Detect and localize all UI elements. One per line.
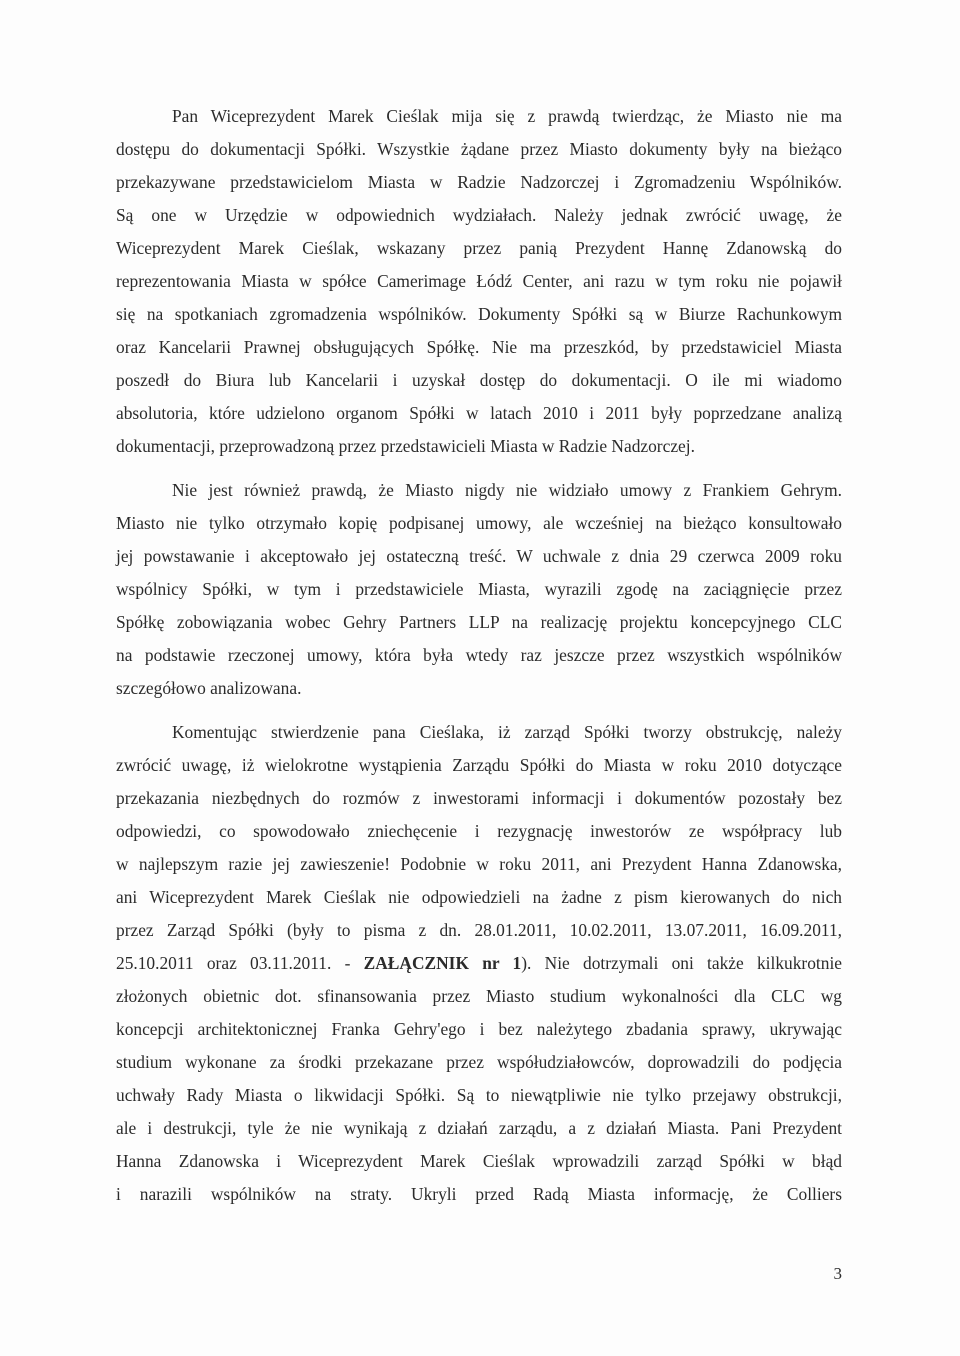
text-line: dokumentacji, przeprowadzoną przez przedstawicieli Miasta w Radzie Nadzorczej.	[116, 436, 695, 456]
text-line: Są one w Urzędzie w odpowiednich wydziałach. Należy jednak zwrócić uwagę, że	[116, 205, 842, 225]
text-line: na podstawie rzeczonej umowy, która była wtedy raz jeszcze przez wszystkich wspólników	[116, 645, 842, 665]
text-line: złożonych obietnic dot. sfinansowania przez Miasto studium wykonalności dla CLC wg	[116, 986, 842, 1006]
text-line: jej powstawanie i akceptowało jej ostateczną treść. W uchwale z dnia 29 czerwca 2009 roku	[116, 546, 842, 566]
text-line-attachment-reference	[116, 948, 842, 978]
text-line: ale i destrukcji, tyle że nie wynikają z działań zarządu, a z działań Miasta. Pani Prezydent	[116, 1118, 842, 1138]
text-line: Wiceprezydent Marek Cieślak, wskazany przez panią Prezydent Hannę Zdanowską do	[116, 238, 842, 258]
text-line: koncepcji architektonicznej Franka Gehry'ego i bez należytego zbadania sprawy, ukrywając	[116, 1019, 842, 1039]
text-line: absolutoria, które udzielono organom Spółki w latach 2010 i 2011 były poprzedzane analizą	[116, 403, 842, 423]
text-line: szczegółowo analizowana.	[116, 678, 302, 698]
text-line: przez Zarząd Spółki (były to pisma z dn. 28.01.2011, 10.02.2011, 13.07.2011, 16.09.2011,	[116, 920, 842, 940]
text-line: ani Wiceprezydent Marek Cieślak nie odpowiedzieli na żadne z pism kierowanych do nich	[116, 887, 842, 907]
text-line: Hanna Zdanowska i Wiceprezydent Marek Cieślak wprowadzili zarząd Spółki w błąd	[116, 1151, 842, 1171]
text-segment: ). Nie dotrzymali oni także kilkukrotnie	[521, 953, 842, 973]
text-line: przekazania niezbędnych do rozmów z inwestorami informacji i dokumentów pozostały bez	[116, 788, 842, 808]
text-line: poszedł do Biura lub Kancelarii i uzyskał dostęp do dokumentacji. O ile mi wiadomo	[116, 370, 842, 390]
text-line: odpowiedzi, co spowodowało zniechęcenie i rezygnację inwestorów ze współpracy lub	[116, 821, 842, 841]
text-line: studium wykonane za środki przekazane przez współudziałowców, doprowadzili do podjęcia	[116, 1052, 842, 1072]
text-line: Spółkę zobowiązania wobec Gehry Partners LLP na realizację projektu koncepcyjnego CLC	[116, 612, 842, 632]
text-line: reprezentowania Miasta w spółce Camerimage Łódź Center, ani razu w tym roku nie pojawił	[116, 271, 842, 291]
text-line: się na spotkaniach zgromadzenia wspólników. Dokumenty Spółki są w Biurze Rachunkowym	[116, 304, 842, 324]
text-line: i narazili wspólników na straty. Ukryli przed Radą Miasta informację, że Colliers	[116, 1184, 842, 1204]
text-line: uchwały Rady Miasta o likwidacji Spółki. Są to niewątpliwie nie tylko przejawy obstrukcji,	[116, 1085, 842, 1105]
text-line: w najlepszym razie jej zawieszenie! Podobnie w roku 2011, ani Prezydent Hanna Zdanowska,	[116, 854, 842, 874]
text-line: dostępu do dokumentacji Spółki. Wszystkie żądane przez Miasto dokumenty były na bieżąco	[116, 139, 842, 159]
text-line: Nie jest również prawdą, że Miasto nigdy nie widziało umowy z Frankiem Gehrym.	[172, 480, 842, 500]
text-line: Pan Wiceprezydent Marek Cieślak mija się z prawdą twierdząc, że Miasto nie ma	[172, 106, 842, 126]
text-line: oraz Kancelarii Prawnej obsługujących Spółkę. Nie ma przeszkód, by przedstawiciel Miasta	[116, 337, 842, 357]
text-line: Miasto nie tylko otrzymało kopię podpisanej umowy, ale wcześniej na bieżąco konsultowało	[116, 513, 842, 533]
text-segment: 25.10.2011 oraz 03.11.2011. -	[116, 953, 364, 973]
text-line: przekazywane przedstawicielom Miasta w Radzie Nadzorczej i Zgromadzeniu Wspólników.	[116, 172, 842, 192]
attachment-reference: ZAŁĄCZNIK nr 1	[363, 953, 522, 973]
text-line: zwrócić uwagę, iż wielokrotne wystąpienia Zarządu Spółki do Miasta w roku 2010 dotyczące	[116, 755, 842, 775]
page-number: 3	[833, 1264, 842, 1283]
text-line: wspólnicy Spółki, w tym i przedstawiciele Miasta, wyrazili zgodę na zaciągnięcie przez	[116, 579, 842, 599]
text-line: Komentując stwierdzenie pana Cieślaka, iż zarząd Spółki tworzy obstrukcję, należy	[172, 722, 842, 742]
